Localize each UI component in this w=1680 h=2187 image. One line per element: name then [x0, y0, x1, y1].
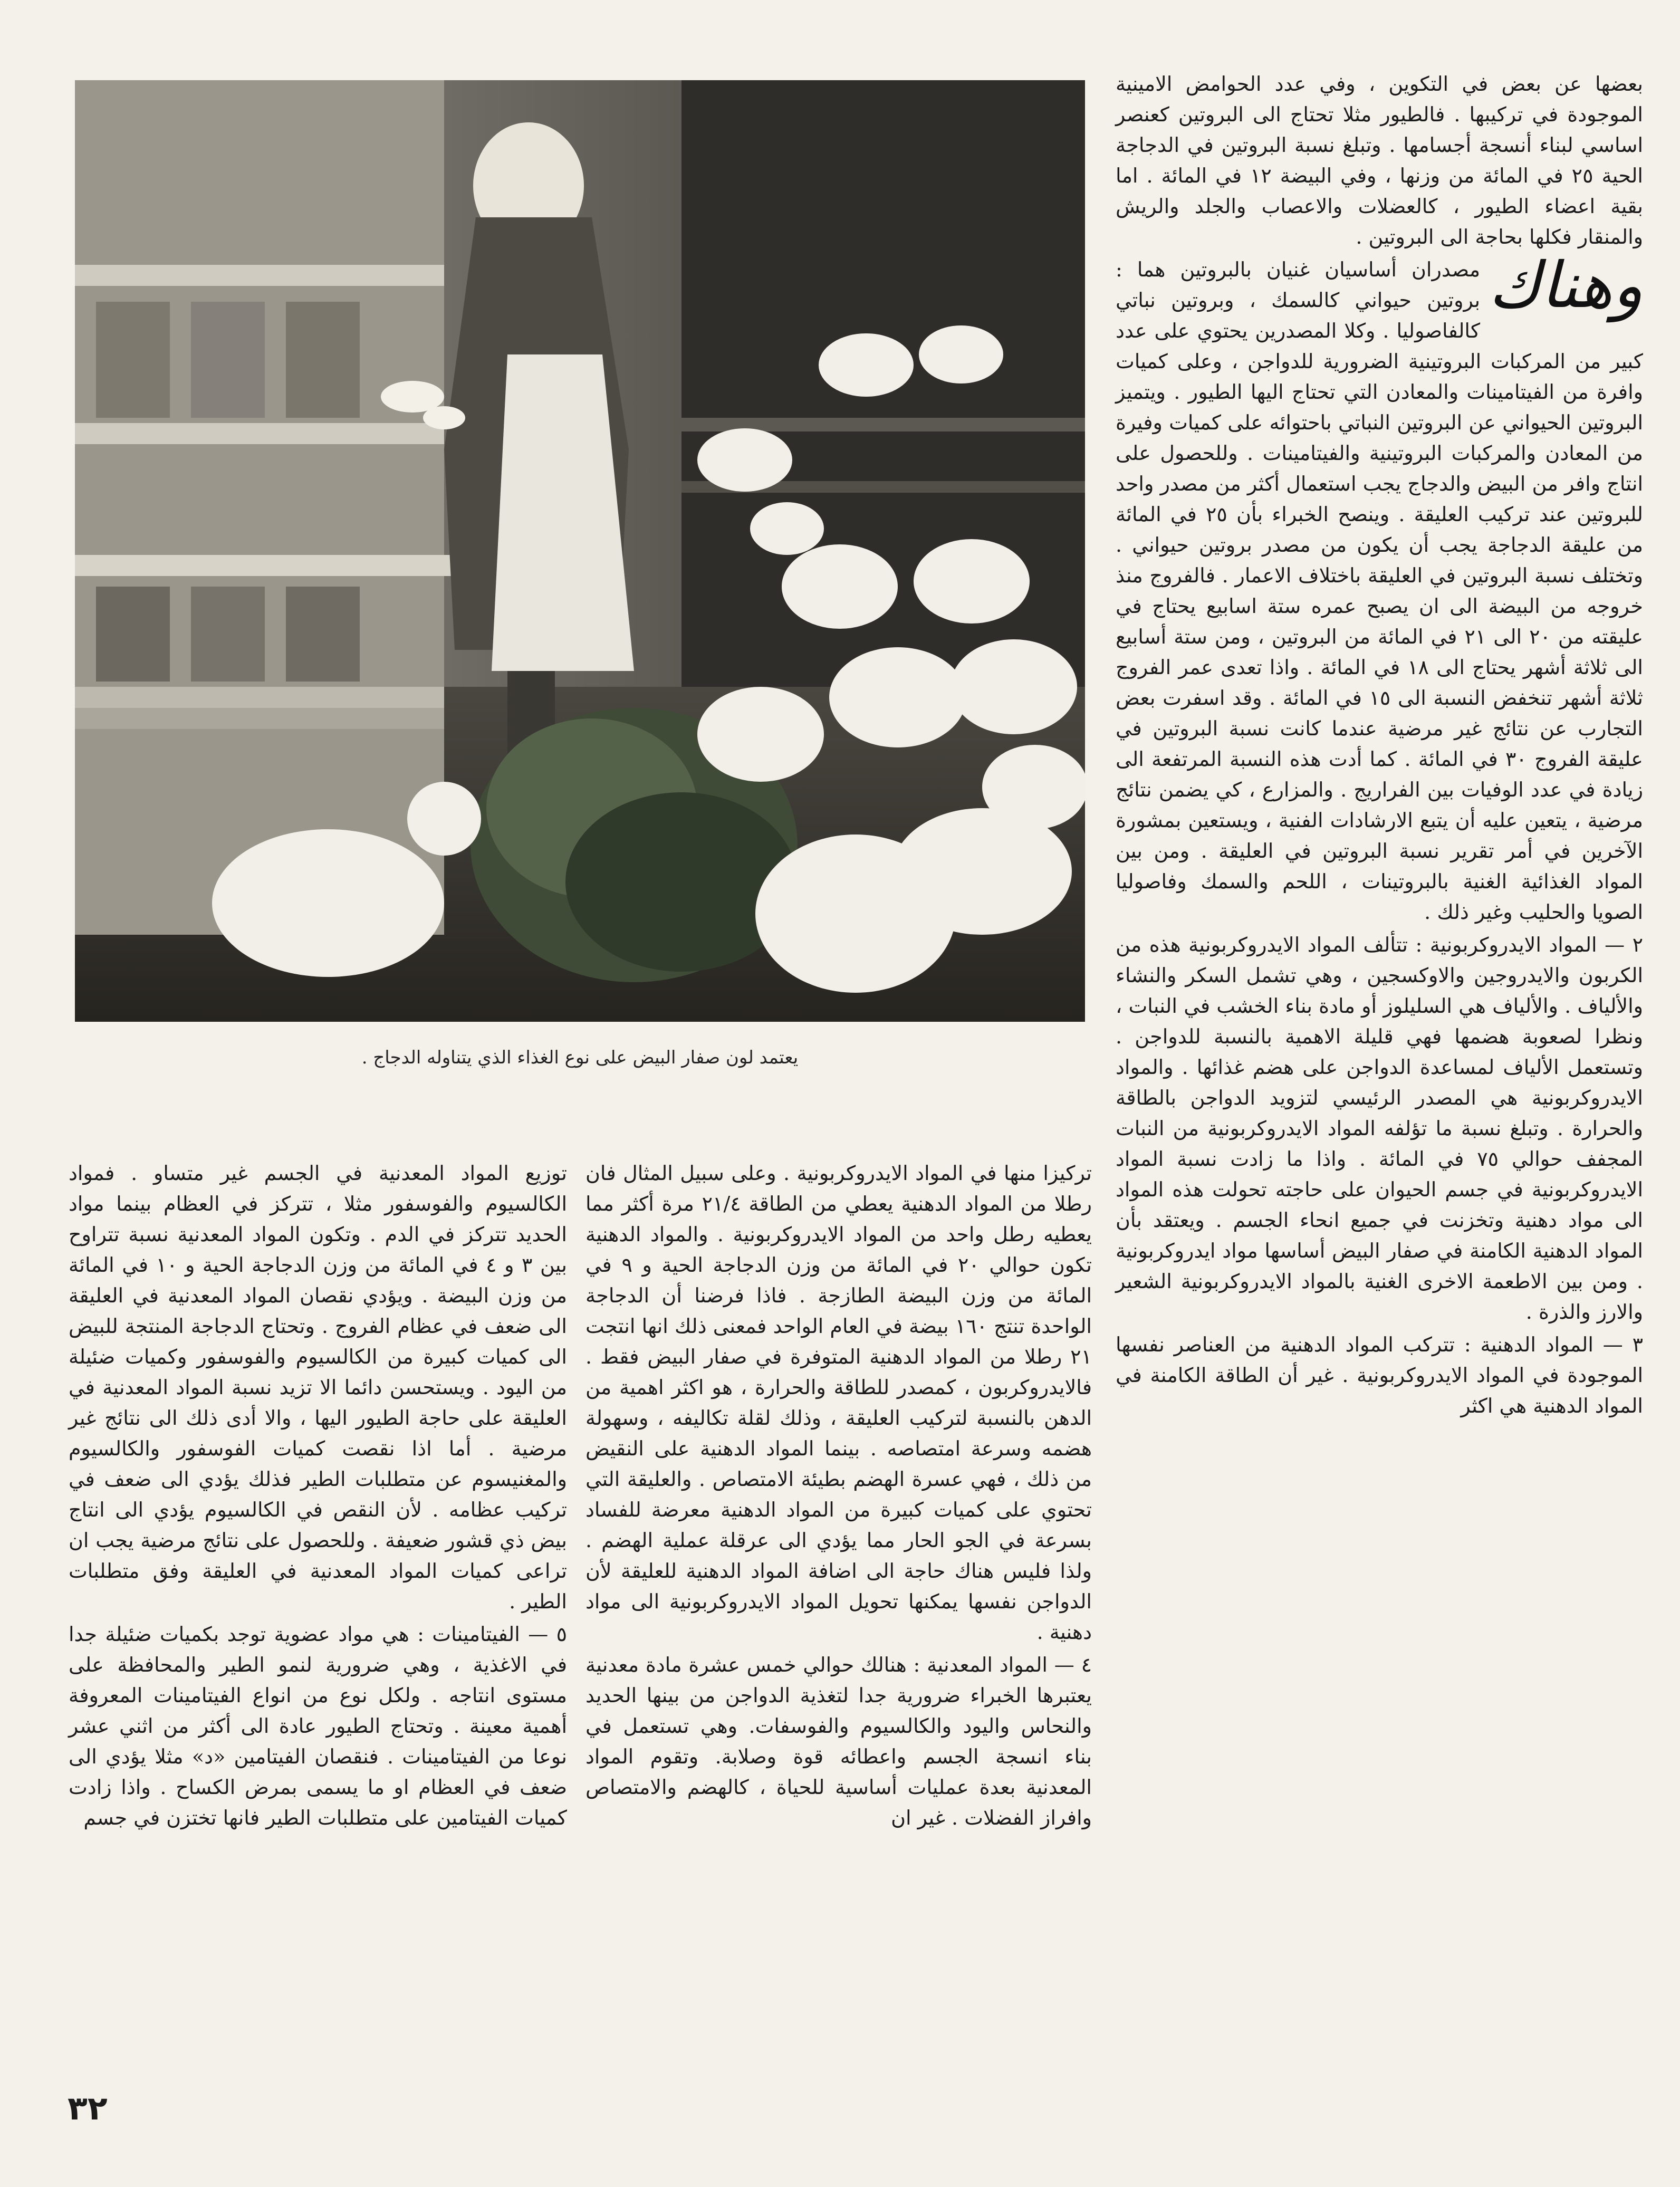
- article-column-left: [69, 1158, 567, 1835]
- chicken-feeding-photo: [75, 80, 1085, 1022]
- paragraph-with-dropcap: [1116, 249, 1644, 927]
- paragraph: بعضها عن بعض في التكوين ، وفي عدد الحوامض الامينية الموجودة في تركيبها . فالطيور مثلا تحتاج الى البروتين كعنصر اساسي لبناء أنسجة أجسامها . وتبلغ نسبة البروتين في الدجاجة الحية ٢٥ في المائة من وزنها ، وفي البيضة ١٢ في المائة . اما بقية اعضاء الطيور ، كالعضلات والاعصاب والجلد والريش والمنقار فكلها بحاجة الى البروتين .: [1116, 72, 1643, 248]
- paragraph: تركيزا منها في المواد الايدروكربونية . وعلى سبيل المثال فان رطلا من المواد الدهنية يعطي من الطاقة ٢١/٤ مرة أكثر مما يعطيه رطل واحد من المواد الايدروكربونية . والمواد الدهنية تكون حوالي ٢٠ في المائة من وزن الدجاجة الحية و ٩ في المائة من وزن البيضة الطازجة . فاذا فرضنا أن الدجاجة الواحدة تنتج ١٦٠ بيضة في العام الواحد فمعنى ذلك انها انتجت ٢١ رطلا من المواد الدهنية المتوفرة في صفار البيض فقط . فالايدروكربون ، كمصدر للطاقة والحرارة ، هو اكثر اهمية من الدهن بالنسبة لتركيب العليقة ، وذلك لقلة تكاليفه ، وسهولة هضمه وسرعة امتصاصه . بينما المواد الدهنية على النقيض من ذلك ، فهي عسرة الهضم بطيئة الامتصاص . والعليقة التي تحتوي على كميات كبيرة من المواد الدهنية معرضة للفساد بسرعة في الجو الحار مما يؤدي الى عرقلة عملية الهضم . ولذا فليس هناك حاجة الى اضافة المواد الدهنية للعليقة لأن الدواجن نفسها يمكنها تحويل المواد الايدروكربونية الى مواد دهنية .: [585, 1162, 1092, 1644]
- paragraph: ٣ — المواد الدهنية : تتركب المواد الدهنية من العناصر نفسها الموجودة في المواد الايدروكربونية . غير أن الطاقة الكامنة في المواد الدهنية هي اكثر: [1116, 1333, 1643, 1417]
- paragraph: ٢ — المواد الايدروكربونية : تتألف المواد الايدروكربونية هذه من الكربون والايدروجين والاوكسجين ، وهي تشمل السكر والنشاء والألياف . والألياف هي السليلوز أو مادة بناء الخشب في النبات ، ونظرا لصعوبة هضمها فهي قليلة الاهمية بالنسبة للدواجن . وتستعمل الألياف لمساعدة الدواجن على هضم غذائها . والمواد الايدروكربونية هي المصدر الرئيسي لتزويد الدواجن بالطاقة والحرارة . وتبلغ نسبة ما تؤلفه المواد الايدروكربونية من النبات المجفف حوالي ٧٥ في المائة . واذا ما زادت نسبة المواد الايدروكربونية في جسم الحيوان على حاجته تحولت هذه المواد الى مواد دهنية وتخزنت في جميع انحاء الجسم . ويعتقد بأن المواد الدهنية الكامنة في صفار البيض أساسها مواد ايدروكربونية . ومن بين الاطعمة الاخرى الغنية بالمواد الايدروكربونية الشعير والارز والذرة .: [1116, 933, 1644, 1323]
- page-number: ٣٢: [68, 2089, 108, 2127]
- article-column-middle: [585, 1158, 1092, 1835]
- dropcap-word: وهناك: [1489, 249, 1643, 322]
- paragraph: ٤ — المواد المعدنية : هنالك حوالي خمس عشرة مادة معدنية يعتبرها الخبراء ضرورية جدا لتغذية الدواجن من بينها الحديد والنحاس واليود والكالسيوم والفوسفات. وهي تستعمل في بناء انسجة الجسم واعطائه قوة وصلابة. وتقوم المواد المعدنية بعدة عمليات أساسية للحياة ، كالهضم والامتصاص وافراز الفضلات . غير ان: [585, 1653, 1092, 1829]
- article-column-right: [1116, 69, 1643, 1423]
- photo-caption: يعتمد لون صفار البيض على نوع الغذاء الذي يتناوله الدجاج .: [361, 1047, 799, 1068]
- paragraph: ٥ — الفيتامينات : هي مواد عضوية توجد بكميات ضئيلة جدا في الاغذية ، وهي ضرورية لنمو الطير والمحافظة على مستوى انتاجه . ولكل نوع من انواع الفيتامينات المعروفة أهمية معينة . وتحتاج الطيور عادة الى أكثر من اثني عشر نوعا من الفيتامينات . فنقصان الفيتامين «د» مثلا يؤدي الى ضعف في العظام او ما يسمى بمرض الكساح . واذا زادت كميات الفيتامين على متطلبات الطير فانها تختزن في جسم: [69, 1623, 567, 1829]
- paragraph: توزيع المواد المعدنية في الجسم غير متساو . فمواد الكالسيوم والفوسفور مثلا ، تتركز في العظام بينما مواد الحديد تتركز في الدم . وتكون المواد المعدنية نسبة تتراوح بين ٣ و ٤ في المائة من وزن الدجاجة الحية و ١٠ في المائة من وزن البيضة . ويؤدي نقصان المواد المعدنية في العليقة الى ضعف في عظام الفروج . وتحتاج الدجاجة المنتجة للبيض الى كميات كبيرة من الكالسيوم والفوسفور وكميات ضئيلة من اليود . ويستحسن دائما الا تزيد نسبة المواد المعدنية في العليقة على حاجة الطيور اليها ، والا أدى ذلك الى نتائج غير مرضية . أما اذا نقصت كميات الفوسفور والكالسيوم والمغنيسوم عن متطلبات الطير فذلك يؤدي الى ضعف في تركيب عظامه . لأن النقص في الكالسيوم يؤدي الى انتاج بيض ذي قشور ضعيفة . وللحصول على نتائج مرضية يجب ان تراعى كميات المواد المعدنية في العليقة وفق متطلبات الطير .: [69, 1162, 567, 1613]
- nesting-boxes: [75, 80, 455, 935]
- dropcap-paragraph-text: مصدران أساسيان غنيان بالبروتين هما : بروتين حيواني كالسمك ، وبروتين نباتي كالفاصوليا . وكلا المصدرين يحتوي على عدد كبير من المركبات البروتينية الضرورية للدواجن ، وعلى كميات وافرة من الفيتامينات والمعادن التي تحتاج اليها الطيور . ويتميز البروتين الحيواني عن البروتين النباتي باحتوائه على كميات وفيرة من المعادن والمركبات البروتينية والفيتامينات . وللحصول على انتاج وافر من البيض والدجاج يجب استعمال أكثر من مصدر واحد للبروتين عند تركيب العليقة . وينصح الخبراء بأن ٢٥ في المائة من عليقة الدجاجة يجب أن يكون من مصدر بروتين حيواني . وتختلف نسبة البروتين في العليقة باختلاف الاعمار . فالفروج منذ خروجه من البيضة الى ان يصبح عمره ستة اسابيع يحتاج في عليقته من ٢٠ الى ٢١ في المائة من البروتين ، ومن ستة أسابيع الى ثلاثة أشهر يحتاج الى ١٨ في المائة . واذا تعدى عمر الفروج ثلاثة أشهر تنخفض النسبة الى ١٥ في المائة . وقد اسفرت بعض التجارب عن نتائج غير مرضية عندما كانت نسبة البروتين في عليقة الفروج ٣٠ في المائة . كما أدت هذه النسبة المرتفعة الى زيادة في عدد الوفيات بين الفراريج . والمزارع ، كي يضمن نتائج مرضية ، يتعين عليه أن يتبع الارشادات الفنية ، ويستعين بمشورة الآخرين في أمر تقرير نسبة البروتين في العليقة . ومن بين المواد الغذائية الغنية بالبروتينات ، اللحم والسمك وفاصوليا الصويا والحليب وغير ذلك .: [1116, 258, 1644, 924]
